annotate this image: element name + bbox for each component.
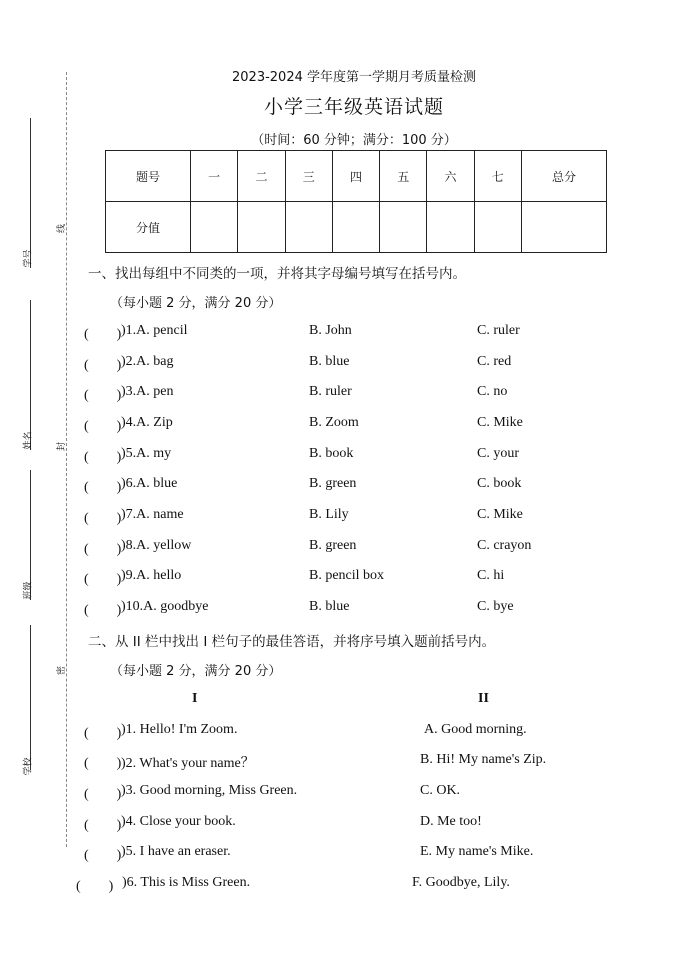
answer-bracket[interactable]: ( )	[76, 879, 114, 894]
option-c: C. Mike	[477, 507, 523, 522]
question-row	[84, 323, 644, 345]
question-row	[84, 568, 644, 590]
cut-mark-secret: 密	[57, 665, 68, 676]
option-c: C. Mike	[477, 415, 523, 430]
matching-row	[76, 875, 676, 897]
question-text: )5. I have an eraser.	[121, 844, 231, 859]
option-b: B. book	[309, 446, 354, 461]
score-cell-header: 总分	[521, 151, 606, 202]
question-text: )3. Good morning, Miss Green.	[121, 783, 298, 798]
option-c: C. your	[477, 446, 519, 461]
section2-heading: 二、从 II 栏中找出 I 栏句子的最佳答语，并将序号填入题前括号内。	[88, 634, 496, 650]
answer-bracket[interactable]: ( )	[84, 511, 122, 526]
score-cell-header: 三	[285, 151, 332, 202]
option-a: )4.A. Zip	[121, 415, 173, 430]
answer-bracket[interactable]: ( )	[84, 480, 122, 495]
answer-bracket[interactable]: ( )	[84, 358, 122, 373]
option-a: )6.A. blue	[121, 476, 178, 491]
answer-bracket[interactable]: ( )	[84, 848, 122, 863]
question-row	[84, 476, 644, 498]
option-b: B. blue	[309, 354, 350, 369]
option-a: )3.A. pen	[121, 384, 174, 399]
section1-note: （每小题 2 分，满分 20 分）	[110, 296, 282, 311]
question-row	[84, 599, 644, 621]
matching-row	[84, 783, 684, 805]
field-label-class: 班级	[23, 581, 34, 600]
answer-bracket[interactable]: ( )	[84, 787, 122, 802]
option-a: )10.A. goodbye	[121, 599, 209, 614]
score-value-cell[interactable]	[285, 202, 332, 253]
score-cell-header: 一	[191, 151, 238, 202]
option-b: B. pencil box	[309, 568, 385, 583]
option-a: )8.A. yellow	[121, 538, 192, 553]
score-table-value-row	[106, 202, 607, 253]
question-text: )2. What's your name？	[121, 756, 255, 771]
option-a: )1.A. pencil	[121, 323, 188, 338]
answer-option: A. Good morning.	[424, 722, 527, 737]
answer-bracket[interactable]: ( )	[84, 572, 122, 587]
score-cell-header: 二	[238, 151, 285, 202]
answer-option: E. My name's Mike.	[420, 844, 534, 859]
question-text: )1. Hello! I'm Zoom.	[121, 722, 238, 737]
option-b: B. green	[309, 476, 357, 491]
score-cell-header: 题号	[106, 151, 191, 202]
score-value-cell[interactable]	[191, 202, 238, 253]
score-value-cell[interactable]	[332, 202, 379, 253]
column-ii-header: II	[478, 691, 489, 706]
option-c: C. bye	[477, 599, 514, 614]
answer-bracket[interactable]: ( )	[84, 756, 122, 771]
option-b: B. John	[309, 323, 352, 338]
option-c: C. red	[477, 354, 512, 369]
matching-row	[84, 752, 684, 774]
option-c: C. ruler	[477, 323, 520, 338]
exam-term-title: 2023-2024 学年度第一学期月考质量检测	[232, 70, 476, 85]
score-value-cell[interactable]	[238, 202, 285, 253]
score-value-label: 分值	[106, 202, 191, 253]
answer-bracket[interactable]: ( )	[84, 419, 122, 434]
option-c: C. hi	[477, 568, 505, 583]
option-b: B. Lily	[309, 507, 349, 522]
field-label-student-id: 学号	[23, 249, 34, 268]
question-text: )6. This is Miss Green.	[122, 875, 251, 890]
field-label-name: 姓名	[23, 431, 34, 450]
score-value-cell[interactable]	[380, 202, 427, 253]
option-b: B. green	[309, 538, 357, 553]
answer-bracket[interactable]: ( )	[84, 327, 122, 342]
option-b: B. Zoom	[309, 415, 359, 430]
section2-note: （每小题 2 分，满分 20 分）	[110, 664, 282, 679]
answer-option: B. Hi! My name's Zip.	[420, 752, 547, 767]
question-row	[84, 507, 644, 529]
column-i-header: I	[192, 691, 198, 706]
question-row	[84, 446, 644, 468]
question-row	[84, 538, 644, 560]
matching-row	[84, 844, 684, 866]
exam-main-title: 小学三年级英语试题	[263, 96, 444, 118]
question-text: )4. Close your book.	[121, 814, 236, 829]
option-b: B. ruler	[309, 384, 352, 399]
option-c: C. no	[477, 384, 508, 399]
option-a: )7.A. name	[121, 507, 184, 522]
answer-bracket[interactable]: ( )	[84, 818, 122, 833]
matching-row	[84, 814, 684, 836]
score-value-cell[interactable]	[474, 202, 521, 253]
answer-option: D. Me too!	[420, 814, 482, 829]
question-row	[84, 354, 644, 376]
answer-option: C. OK.	[420, 783, 461, 798]
answer-bracket[interactable]: ( )	[84, 542, 122, 557]
score-value-cell[interactable]	[521, 202, 606, 253]
option-a: )2.A. bag	[121, 354, 174, 369]
cut-line	[66, 72, 67, 847]
score-value-cell[interactable]	[427, 202, 474, 253]
option-b: B. blue	[309, 599, 350, 614]
score-cell-header: 七	[474, 151, 521, 202]
score-table-header-row	[106, 151, 607, 202]
score-cell-header: 五	[380, 151, 427, 202]
field-label-school: 学校	[23, 757, 34, 776]
answer-bracket[interactable]: ( )	[84, 726, 122, 741]
answer-bracket[interactable]: ( )	[84, 603, 122, 618]
option-c: C. book	[477, 476, 522, 491]
option-a: )5.A. my	[121, 446, 172, 461]
cut-mark-seal: 封	[57, 441, 68, 452]
cut-mark-line: 线	[57, 223, 68, 234]
field-line-school	[30, 625, 31, 770]
exam-time-score: （时间：60 分钟；满分：100 分）	[251, 133, 457, 148]
score-cell-header: 六	[427, 151, 474, 202]
score-table	[105, 150, 607, 253]
question-row	[84, 415, 644, 437]
section1-heading: 一、找出每组中不同类的一项，并将其字母编号填写在括号内。	[88, 266, 466, 282]
question-row	[84, 384, 644, 406]
option-a: )9.A. hello	[121, 568, 182, 583]
option-c: C. crayon	[477, 538, 532, 553]
answer-bracket[interactable]: ( )	[84, 388, 122, 403]
answer-option: F. Goodbye, Lily.	[412, 875, 510, 890]
answer-bracket[interactable]: ( )	[84, 450, 122, 465]
score-cell-header: 四	[332, 151, 379, 202]
field-line-name	[30, 300, 31, 450]
matching-row	[84, 722, 684, 744]
